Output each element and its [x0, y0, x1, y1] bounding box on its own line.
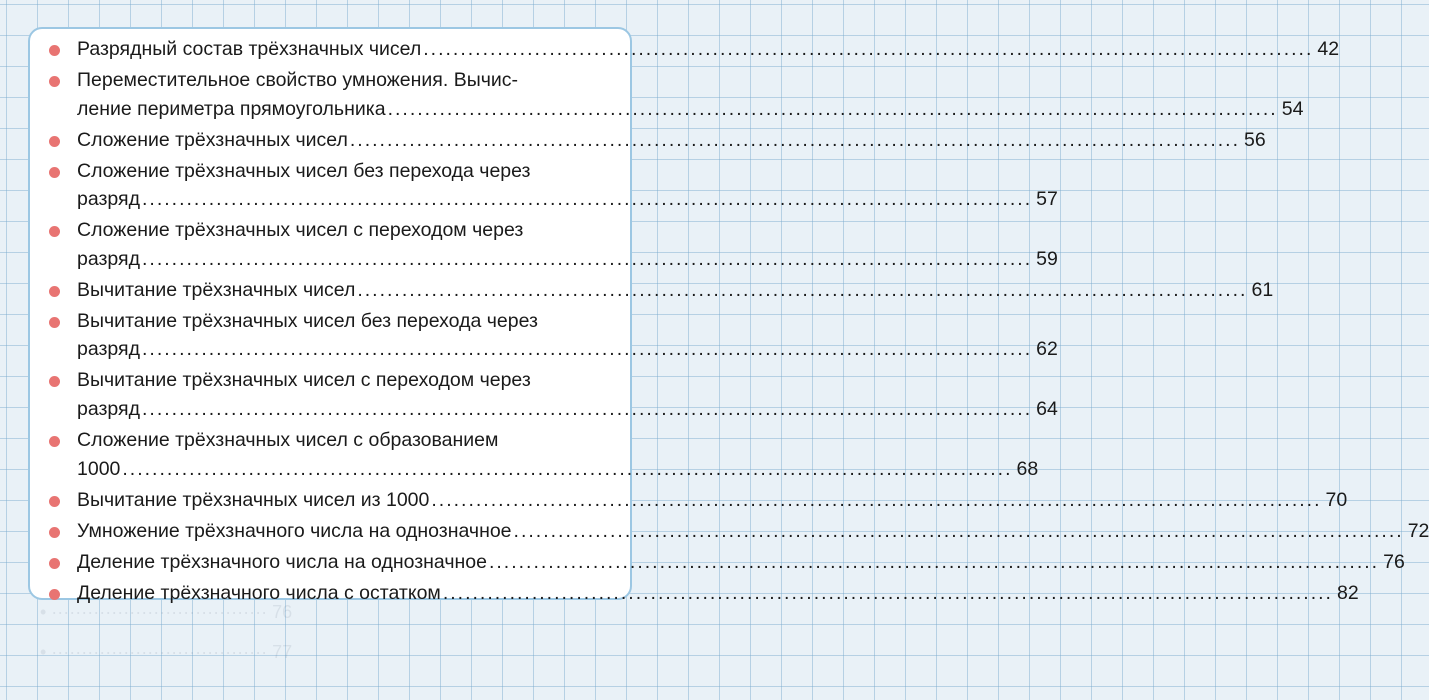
toc-entry-title: Вычитание трёхзначных чисел — [77, 278, 356, 301]
toc-page-number: 76 — [1383, 550, 1405, 573]
dot-leader: ........................................................................................................................ — [387, 97, 1278, 120]
dot-leader: ........................................................................................................................ — [513, 519, 1404, 542]
toc-entry-line: Сложение трёхзначных чисел с переходом через — [77, 219, 524, 242]
toc-entry-title: Деление трёхзначного числа на однозначное — [77, 550, 487, 573]
bullet-icon — [49, 376, 60, 387]
table-of-contents-panel — [28, 27, 1429, 604]
dot-leader: ........................................................................................................................ — [442, 581, 1333, 604]
bullet-icon — [49, 589, 60, 600]
toc-page-number: 61 — [1251, 278, 1274, 301]
bullet-icon — [49, 496, 60, 507]
dot-leader: ........................................................................................................................ — [423, 38, 1314, 60]
toc-page-number: 42 — [1317, 38, 1340, 60]
bullet-icon — [49, 76, 60, 87]
toc-entry-title: Деление трёхзначного числа с остатком — [77, 581, 441, 604]
bullet-icon — [49, 286, 60, 297]
toc-entry-title: разряд — [77, 397, 140, 420]
toc-entry-line: Вычитание трёхзначных чисел без перехода через — [77, 309, 538, 332]
bullet-icon — [49, 226, 60, 237]
toc-entry-line — [77, 517, 1429, 545]
dot-leader: ........................................................................................................................ — [122, 457, 1013, 480]
toc-entry-line — [77, 395, 1058, 423]
toc-page-number: 62 — [1036, 338, 1058, 361]
show-through-decoration: • ···································· 77 — [40, 642, 293, 662]
toc-entry-title: Разрядный состав трёхзначных чисел — [77, 38, 422, 60]
dot-leader: ........................................................................................................................ — [431, 488, 1322, 511]
dot-leader: ........................................................................................................................ — [141, 188, 1033, 211]
toc-entry-line: Сложение трёхзначных чисел без перехода через — [77, 159, 531, 182]
bullet-icon — [49, 167, 60, 178]
toc-page-number: 72 — [1407, 519, 1429, 542]
toc-entry-title: разряд — [77, 338, 140, 361]
bullet-icon — [49, 527, 60, 538]
toc-entry-title: ление периметра прямоугольника — [77, 97, 386, 120]
dot-leader: ........................................................................................................................ — [141, 247, 1033, 270]
toc-entry-line — [77, 245, 1058, 273]
bullet-icon — [49, 45, 60, 56]
bullet-icon — [49, 436, 60, 447]
toc-entry-line: Переместительное свойство умножения. Вычис- — [77, 69, 519, 91]
toc-entry-line — [77, 455, 1039, 483]
dot-leader: ........................................................................................................................ — [141, 338, 1033, 361]
toc-page-number: 56 — [1244, 128, 1266, 151]
dot-leader: ........................................................................................................................ — [141, 397, 1033, 420]
toc-page-number: 82 — [1336, 581, 1359, 604]
toc-entry-title: Вычитание трёхзначных чисел из 1000 — [77, 488, 430, 511]
toc-entry-title: Умножение трёхзначного числа на однозначное — [77, 519, 512, 542]
toc-page-number: 70 — [1325, 488, 1348, 511]
toc-page-number: 68 — [1016, 457, 1039, 480]
toc-entry-line — [77, 95, 1304, 123]
toc-entry-title: 1000 — [77, 457, 121, 480]
toc-entry-line — [77, 126, 1266, 154]
toc-entry-line — [77, 548, 1405, 576]
toc-entry-line: Вычитание трёхзначных чисел с переходом через — [77, 369, 531, 392]
toc-page-number: 64 — [1036, 397, 1058, 420]
toc-entry-title: разряд — [77, 247, 140, 270]
bullet-icon — [49, 558, 60, 569]
bullet-icon — [49, 317, 60, 328]
toc-page-number: 54 — [1281, 97, 1304, 120]
toc-entry-line — [77, 35, 1340, 63]
bullet-icon — [49, 136, 60, 147]
dot-leader: ........................................................................................................................ — [488, 550, 1380, 573]
toc-page-number: 57 — [1036, 188, 1058, 211]
dot-leader: ........................................................................................................................ — [357, 278, 1248, 301]
toc-entry-line — [77, 335, 1058, 363]
dot-leader: ........................................................................................................................ — [349, 128, 1241, 151]
toc-entry-line: Сложение трёхзначных чисел с образованием — [77, 429, 499, 451]
toc-entry-title: разряд — [77, 188, 140, 211]
toc-page-number: 59 — [1036, 247, 1058, 270]
show-through-decoration: • ···································· 76 — [40, 602, 293, 622]
toc-entry-title: Сложение трёхзначных чисел — [77, 128, 348, 151]
toc-entry-line — [77, 185, 1058, 213]
toc-entry-line — [77, 276, 1274, 304]
toc-entry-line — [77, 579, 1359, 607]
toc-entry-line — [77, 486, 1348, 514]
